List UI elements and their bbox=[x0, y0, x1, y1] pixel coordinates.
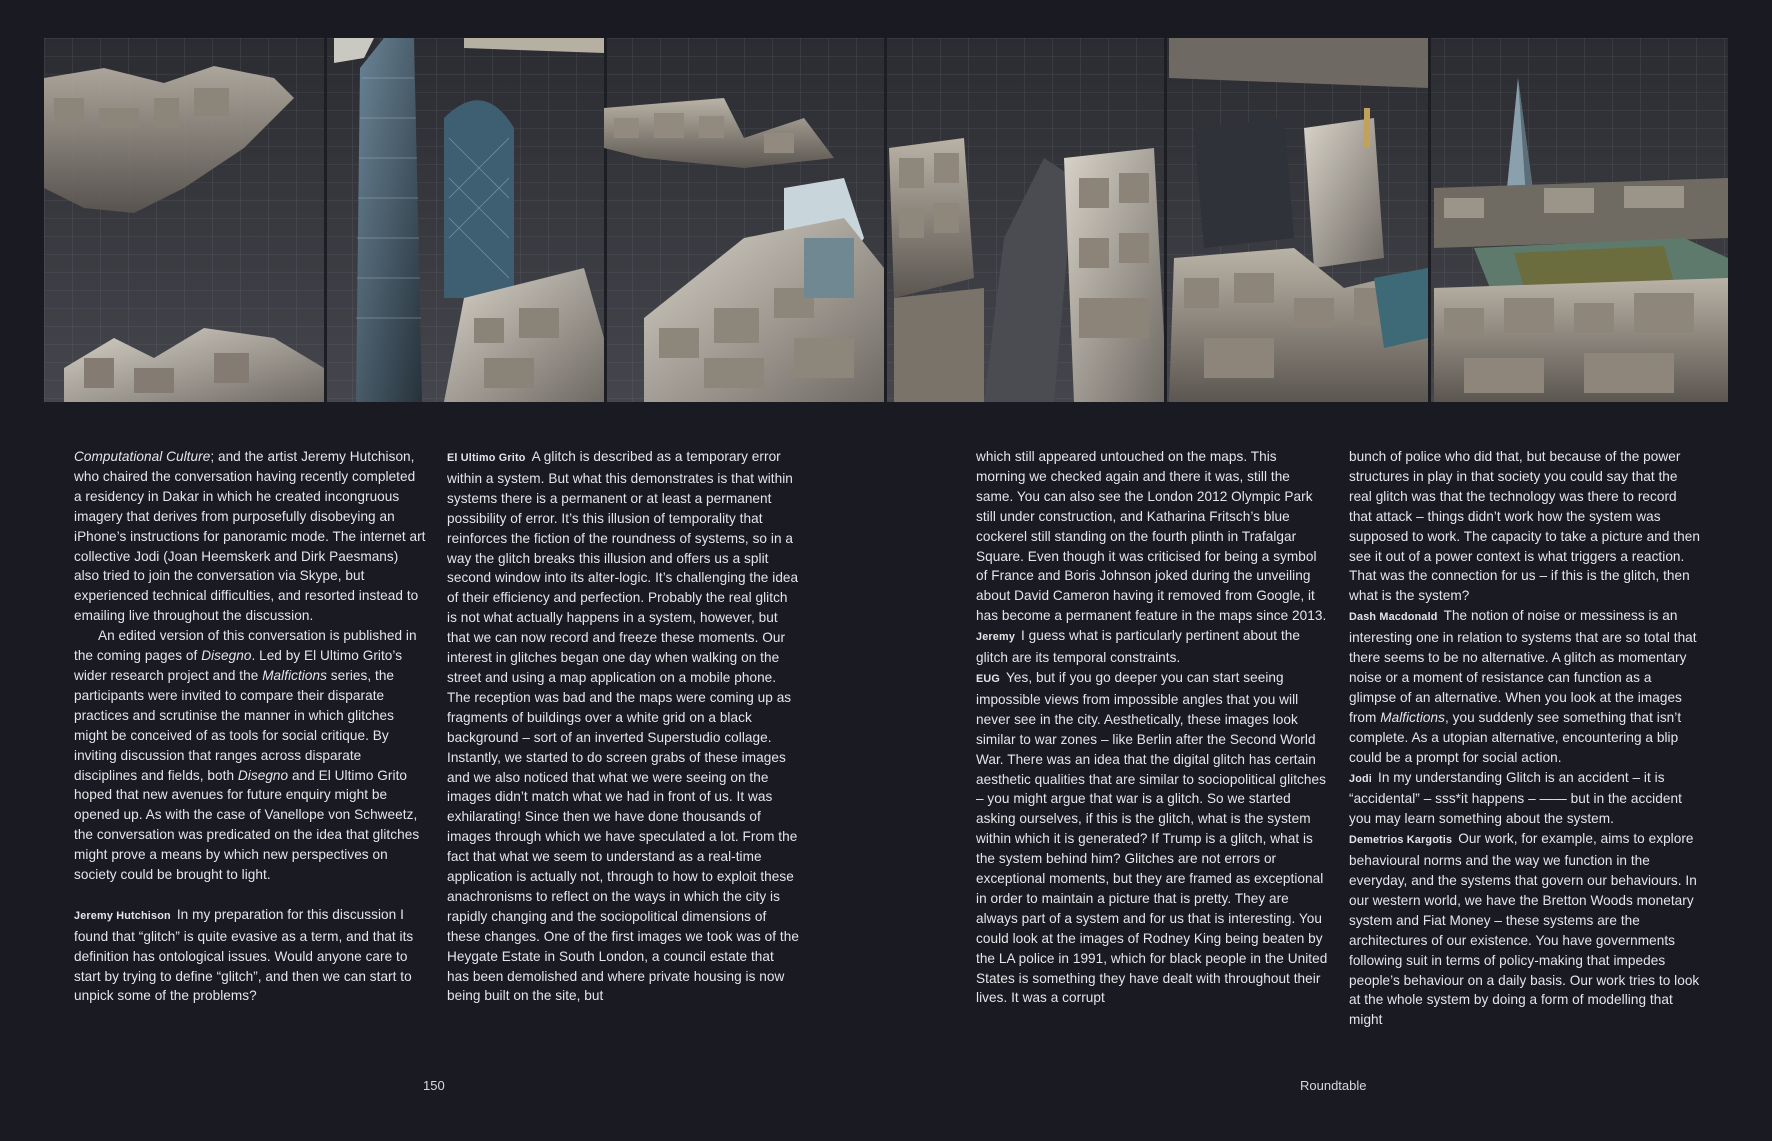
intro-paragraph-2: An edited version of this conversation is published in the coming pages of Disegno. Led by El Ultimo Grito’s wider research project and the Malfictions series, the participants were invited to compare their disparate practices and scrutinise the manner in which glitches might be conceived of as tools for social critique. By inviting discussion that ranges across disparate disciplines and fields, both Disegno and El Ultimo Grito hoped that new avenues for future enquiry might be opened up. As with the case of Vanellope von Schweetz, the conversation was predicated on the idea that glitches might prove a means by which new perspectives on society could be brought to light. bbox=[74, 628, 420, 883]
speaker-name: Jodi bbox=[1349, 772, 1372, 785]
text-column-2 bbox=[447, 447, 799, 1006]
speaker-name: EUG bbox=[976, 672, 1000, 685]
speech-paragraph: Jodi In my understanding Glitch is an accident – it is “accidental” – sss*it happens – —— but in the accident you may learn something about the system. bbox=[1349, 769, 1682, 827]
aerial-city-glitch-panorama-icon bbox=[44, 38, 1728, 402]
text-column-1 bbox=[74, 447, 426, 1006]
glitch-panorama-image bbox=[44, 38, 1728, 402]
speech-paragraph: which still appeared untouched on the maps. This morning we checked again and there it was, still the same. You can also see the London 2012 Olympic Park still under construction, and Katharina Fritsch’s blue cockerel still standing on the fourth plinth in Trafalgar Square. Even though it was criticised for being a symbol of France and Boris Johnson joked during the unveiling about David Cameron having it removed from Google, it has become a permanent feature in the maps since 2013. bbox=[976, 449, 1327, 624]
speaker-name: Jeremy bbox=[976, 631, 1016, 644]
speech-paragraph: Jeremy I guess what is particularly pertinent about the glitch are its temporal constraints. bbox=[976, 628, 1300, 666]
speech-paragraph: El Ultimo Grito A glitch is described as a temporary error within a system. But what this demonstrates is that within systems there is a permanent or at least a permanent possibility of error. It’s this illusion of temporality that reinforces the fiction of the roundness of systems, so in a way the glitch breaks this illusion and offers us a split second window into its alter-logic. It’s challenging the idea of their efficiency and perfection. Probably the real glitch is not what actually happens in a system, however, but that we can now record and freeze these moments. Our interest in glitches began one day when walking on the street and using a map application on a mobile phone. The reception was bad and the maps were coming up as fragments of buildings over a white grid on a black background – sort of an inverted Superstudio collage. Instantly, we started to do screen grabs of these images and we also noticed that what we were seeing on the images didn’t match what we had in front of us. It was exhilarating! Since then we have done thousands of images through which we have speculated a lot. From the fact that what we seem to understand as a real-time application is actually not, through to how to exploit these anachronisms to reflect on the ways in which the city is rapidly changing and the sociopolitical dimensions of these changes. One of the first images we took was of the Heygate Estate in South London, a council estate that has been demolished and where private housing is now being built on the site, but bbox=[447, 449, 799, 1004]
speech-paragraph: EUG Yes, but if you go deeper you can start seeing impossible views from impossible angles that you will never see in the city. Aesthetically, these images look similar to war zones – like Berlin after the Second World War. There was an idea that the digital glitch has certain aesthetic qualities that are similar to sociopolitical glitches – you might argue that war is a glitch. So we started asking ourselves, if this is the glitch, what is the system within which it is generated? If Trump is a glitch, what is the system behind him? Glitches are not errors or exceptional moments, but they are framed as exceptional in order to maintain a picture that is pretty. They are always part of a system and for us that is interesting. You could look at the images of Rodney King being beaten by the LA police in 1991, which for black people in the United States is something they have dealt with throughout their lives. It was a corrupt bbox=[976, 669, 1328, 1006]
section-title: Roundtable bbox=[1300, 1078, 1367, 1093]
speaker-name: Demetrios Kargotis bbox=[1349, 834, 1453, 847]
speech-paragraph: bunch of police who did that, but because of the power structures in play in that society you could say that the real glitch was that the technology was there to record that attack – things didn’t work how the system was supposed to work. The capacity to take a picture and then see it out of a power context is what triggers a reaction. That was the connection for us – if this is the glitch, then what is the system? bbox=[1349, 449, 1700, 604]
speaker-name: Jeremy Hutchison bbox=[74, 909, 171, 922]
speech-paragraph: Jeremy Hutchison In my preparation for this discussion I found that “glitch” is quite evasive as a term, and that its definition has ontological issues. Would anyone care to start by trying to define “glitch”, and then we can start to unpick some of the problems? bbox=[74, 906, 414, 1004]
speaker-name: El Ultimo Grito bbox=[447, 452, 526, 464]
page-number: 150 bbox=[423, 1078, 445, 1093]
text-column-4 bbox=[1349, 447, 1701, 1030]
speaker-name: Dash Macdonald bbox=[1349, 611, 1438, 624]
speech-paragraph: Dash Macdonald The notion of noise or messiness is an interesting one in relation to systems that are so total that there seems to be no alternative. A glitch as momentary noise or a moment of resistance can function as a glimpse of an alternative. When you look at the images from Malfictions, you suddenly see something that isn’t complete. As a utopian alternative, encountering a blip could be a prompt for social action. bbox=[1349, 608, 1697, 765]
text-column-3 bbox=[976, 447, 1328, 1008]
intro-paragraph-1: Computational Culture; and the artist Jeremy Hutchison, who chaired the conversation having recently completed a residency in Dakar in which he created incongruous imagery that derives from purposefully disobeying an iPhone’s instructions for panoramic mode. The internet art collective Jodi (Joan Heemskerk and Dirk Paesmans) also tried to join the conversation via Skype, but experienced technical difficulties, and resorted instead to emailing live throughout the discussion. bbox=[74, 449, 426, 624]
speech-paragraph: Demetrios Kargotis Our work, for example, aims to explore behavioural norms and the way we function in the everyday, and the systems that govern our behaviours. In our western world, we have the Bretton Woods monetary system and Fiat Money – these systems are the architectures of our existence. You have governments following suit in terms of policy-making that impedes people’s behaviour on a daily basis. Our work tries to look at the whole system by doing a form of modelling that might bbox=[1349, 831, 1700, 1028]
